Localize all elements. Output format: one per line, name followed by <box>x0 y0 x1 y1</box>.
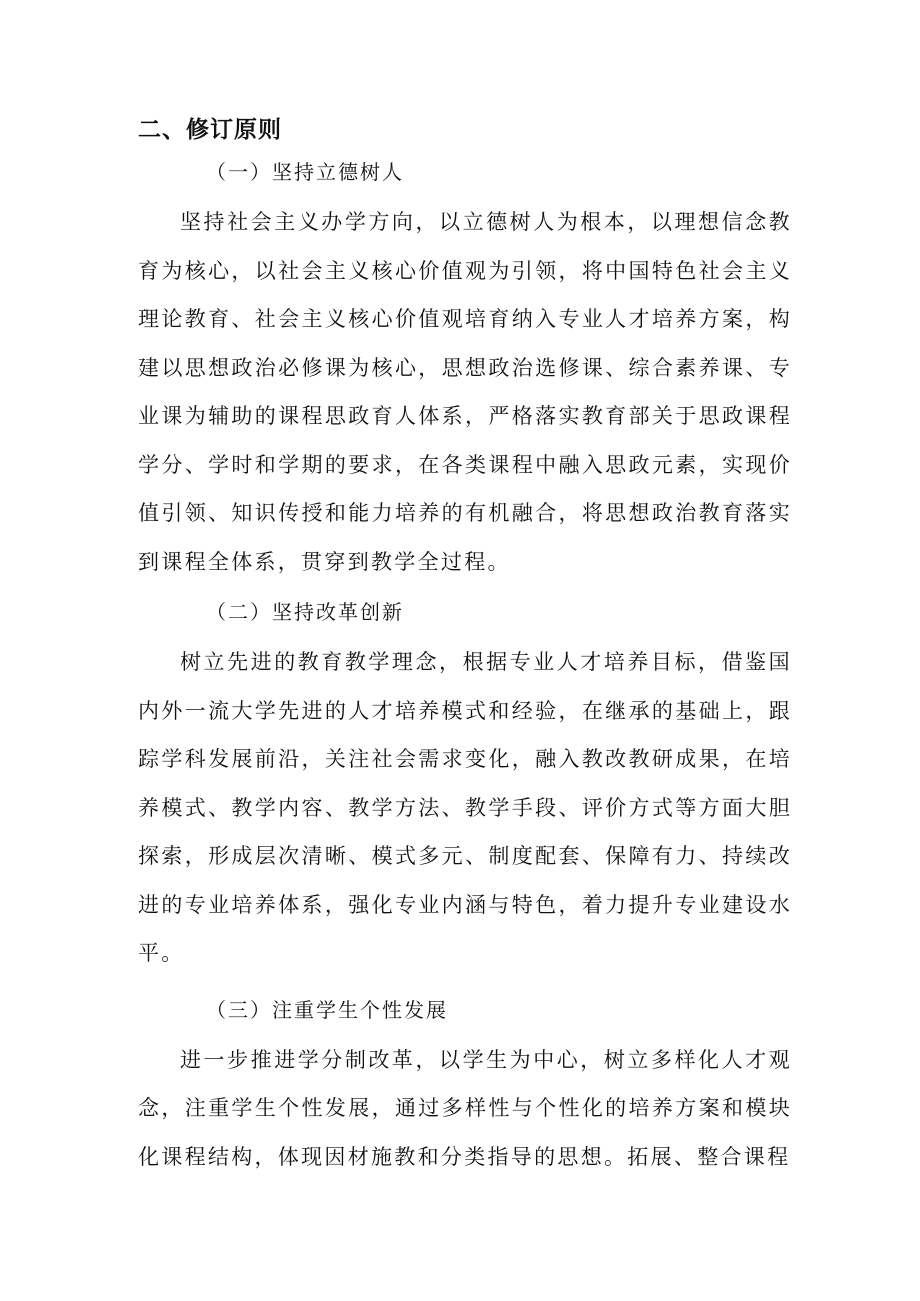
principle-body-2: 树立先进的教育教学理念，根据专业人才培养目标，借鉴国内外一流大学先进的人才培养模式和经验，在继承的基础上，跟踪学科发展前沿，关注社会需求变化，融入教改教研成果，在培养模式、教学内容、教学方法、教学手段、评价方式等方面大胆探索，形成层次清晰、模式多元、制度配套、保障有力、持续改进的专业培养体系，强化专业内涵与特色，着力提升专业建设水平。 <box>138 650 792 965</box>
principle-body-1: 坚持社会主义办学方向，以立德树人为根本，以理想信念教育为核心，以社会主义核心价值观为引领，将中国特色社会主义理论教育、社会主义核心价值观培育纳入专业人才培养方案，构建以思想政治必修课为核心，思想政治选修课、综合素养课、专业课为辅助的课程思政育人体系，严格落实教育部关于思政课程学分、学时和学期的要求，在各类课程中融入思政元素，实现价值引领、知识传授和能力培养的有机融合，将思想政治教育落实到课程全体系，贯穿到教学全过程。 <box>138 210 792 574</box>
section-title: 二、修订原则 <box>138 117 282 143</box>
principle-heading-2: （二）坚持改革创新 <box>206 600 404 624</box>
principle-heading-1: （一）坚持立德树人 <box>206 160 404 184</box>
principle-body-3: 进一步推进学分制改革，以学生为中心，树立多样化人才观念，注重学生个性发展，通过多样性与个性化的培养方案和模块化课程结构，体现因材施教和分类指导的思想。拓展、整合课程 <box>138 1047 792 1169</box>
principle-heading-3: （三）注重学生个性发展 <box>206 997 448 1022</box>
document-content <box>138 112 792 1187</box>
